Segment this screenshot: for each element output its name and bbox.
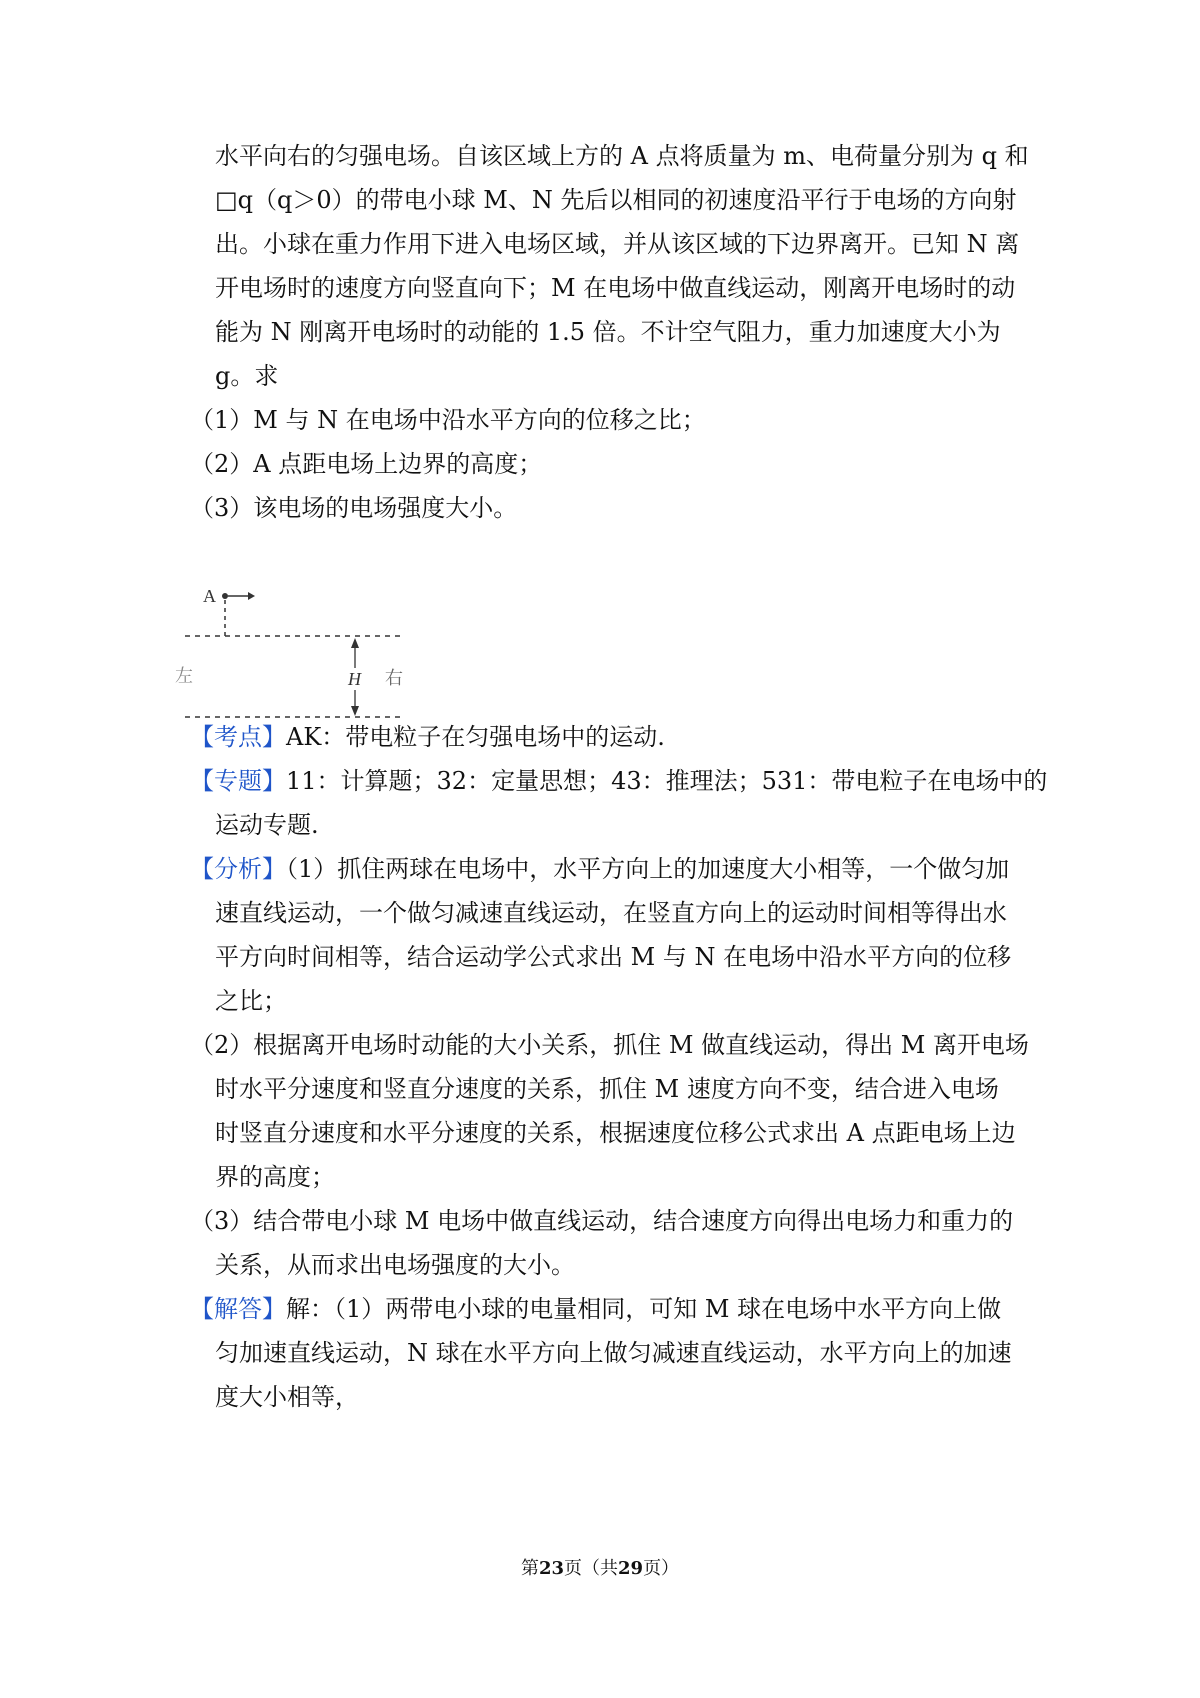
problem-line-2: □q（q＞0）的带电小球 M、N 先后以相同的初速度沿平行于电场的方向射 bbox=[215, 186, 1017, 214]
footer-suffix: 页） bbox=[643, 1558, 680, 1579]
kaodian-line bbox=[190, 722, 665, 752]
question-1: （1）M 与 N 在电场中沿水平方向的位移之比； bbox=[190, 406, 706, 434]
question-3: （3）该电场的电场强度大小。 bbox=[190, 494, 518, 522]
jieda-tag: 【解答】 bbox=[190, 1295, 286, 1323]
footer-total-pages: 29 bbox=[618, 1558, 644, 1579]
problem-line-5: 能为 N 刚离开电场时的动能的 1.5 倍。不计空气阻力，重力加速度大小为 bbox=[215, 318, 1001, 346]
zhuanti-text-1: 11：计算题；32：定量思想；43：推理法；531：带电粒子在电场中的 bbox=[286, 767, 1048, 795]
jieda-line-3: 度大小相等， bbox=[215, 1383, 359, 1411]
fenxi-text-1: （1）抓住两球在电场中，水平方向上的加速度大小相等，一个做匀加 bbox=[286, 855, 1010, 883]
problem-line-6: g。求 bbox=[215, 362, 279, 390]
fenxi-line-9: （3）结合带电小球 M 电场中做直线运动，结合速度方向得出电场力和重力的 bbox=[190, 1207, 1014, 1235]
footer-prefix: 第 bbox=[520, 1558, 539, 1579]
footer-page-number: 23 bbox=[538, 1558, 564, 1579]
right-label: 右 bbox=[385, 668, 403, 689]
fenxi-line-6: 时水平分速度和竖直分速度的关系，抓住 M 速度方向不变，结合进入电场 bbox=[215, 1075, 999, 1103]
fenxi-line-4: 之比； bbox=[215, 987, 287, 1015]
question-2: （2）A 点距电场上边界的高度； bbox=[190, 450, 543, 478]
problem-line-3: 出。小球在重力作用下进入电场区域，并从该区域的下边界离开。已知 N 离 bbox=[215, 230, 1020, 258]
left-label: 左 bbox=[175, 666, 193, 687]
electric-field-figure bbox=[175, 578, 455, 728]
arrowhead-icon bbox=[248, 592, 255, 600]
kaodian-tag: 【考点】 bbox=[190, 723, 286, 751]
arrowhead-up-icon bbox=[351, 638, 359, 648]
zhuanti-tag: 【专题】 bbox=[190, 767, 286, 795]
footer-middle: 页（共 bbox=[564, 1558, 618, 1579]
page-footer bbox=[0, 1558, 1200, 1580]
jieda-line-2: 匀加速直线运动，N 球在水平方向上做匀减速直线运动，水平方向上的加速 bbox=[215, 1339, 1012, 1367]
fenxi-line-8: 界的高度； bbox=[215, 1163, 335, 1191]
fenxi-line-1 bbox=[190, 854, 1009, 884]
jieda-line-1 bbox=[190, 1294, 1001, 1324]
arrowhead-down-icon bbox=[351, 706, 359, 716]
kaodian-text: AK：带电粒子在匀强电场中的运动. bbox=[286, 723, 665, 751]
fenxi-line-10: 关系，从而求出电场强度的大小。 bbox=[215, 1251, 575, 1279]
zhuanti-line-1 bbox=[190, 766, 1047, 796]
problem-line-1: 水平向右的匀强电场。自该区域上方的 A 点将质量为 m、电荷量分别为 q 和 bbox=[215, 142, 1029, 170]
jieda-text-1: 解：（1）两带电小球的电量相同，可知 M 球在电场中水平方向上做 bbox=[286, 1295, 1002, 1323]
height-label: H bbox=[348, 669, 361, 689]
zhuanti-line-2: 运动专题. bbox=[215, 811, 319, 839]
fenxi-line-5: （2）根据离开电场时动能的大小关系，抓住 M 做直线运动，得出 M 离开电场 bbox=[190, 1031, 1029, 1059]
problem-line-4: 开电场时的速度方向竖直向下；M 在电场中做直线运动，刚离开电场时的动 bbox=[215, 274, 1016, 302]
figure-point-label: A bbox=[203, 586, 216, 606]
fenxi-line-2: 速直线运动，一个做匀减速直线运动，在竖直方向上的运动时间相等得出水 bbox=[215, 899, 1007, 927]
fenxi-line-7: 时竖直分速度和水平分速度的关系，根据速度位移公式求出 A 点距电场上边 bbox=[215, 1119, 1016, 1147]
point-a-dot bbox=[222, 593, 228, 599]
fenxi-tag: 【分析】 bbox=[190, 855, 286, 883]
fenxi-line-3: 平方向时间相等，结合运动学公式求出 M 与 N 在电场中沿水平方向的位移 bbox=[215, 943, 1012, 971]
